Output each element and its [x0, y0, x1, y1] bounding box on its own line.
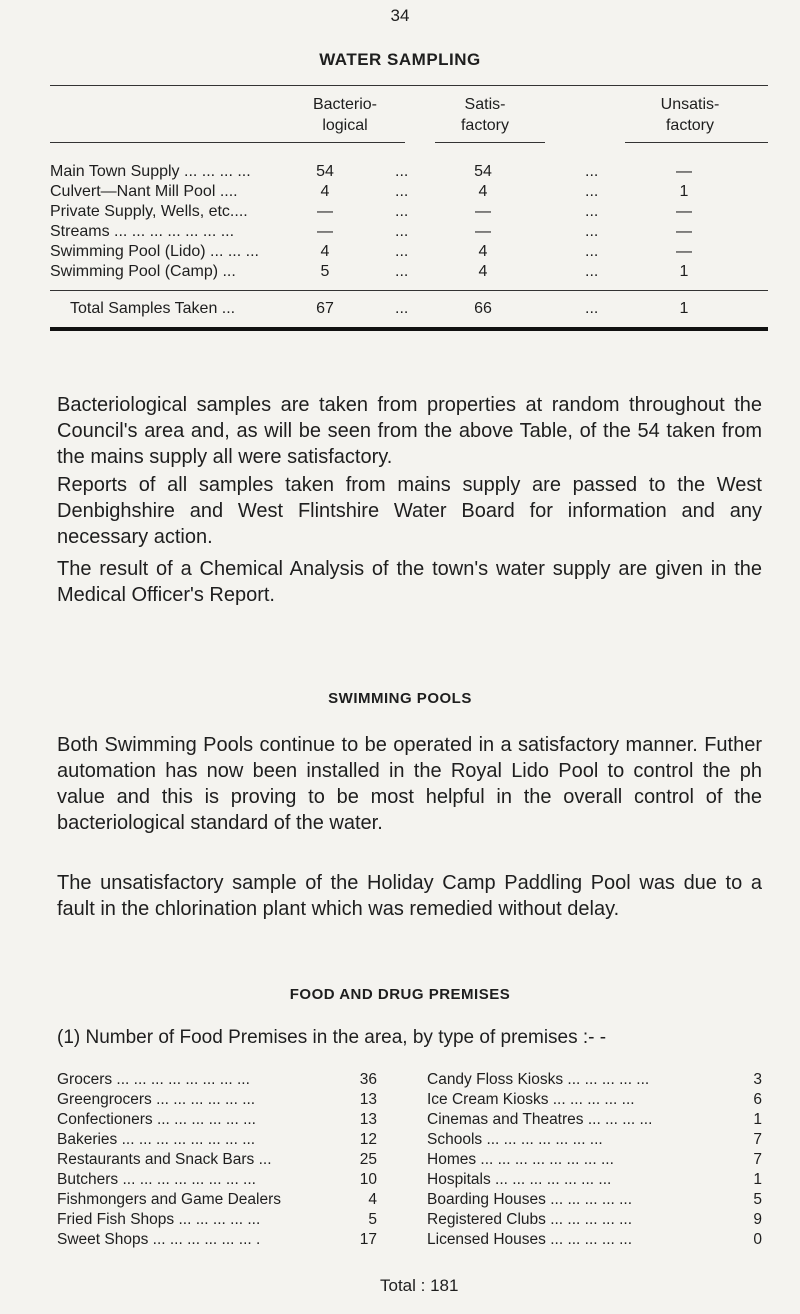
row-bacteriological: —	[317, 203, 333, 220]
page-number: 34	[390, 6, 410, 25]
premises-total	[380, 1276, 458, 1296]
item-count: 36	[359, 1071, 377, 1088]
paragraph-unsatisfactory-sample: The unsatisfactory sample of the Holiday Camp Paddling Pool was due to a fault in the chlorination plant which was remedied without delay.	[57, 872, 762, 920]
row-unsatisfactory: 1	[679, 183, 689, 200]
item-count: 7	[753, 1131, 762, 1148]
list-item	[57, 1090, 377, 1110]
table-row	[50, 242, 768, 262]
list-item	[427, 1110, 762, 1130]
row-leader-dots: ...	[395, 263, 409, 280]
row-leader-dots: ...	[585, 163, 599, 180]
list-item	[57, 1190, 377, 1210]
premises-list-left	[57, 1070, 377, 1250]
item-name: Sweet Shops ... ... ... ... ... ... .	[57, 1231, 261, 1248]
item-name: Fried Fish Shops ... ... ... ... ...	[57, 1211, 261, 1228]
list-item	[427, 1070, 762, 1090]
paragraph-swimming-pools: Both Swimming Pools continue to be operated in a satisfactory manner. Futher automation has now been installed in the Royal Lido Pool to control the ph value and this is proving to be most helpful in the overall control of the bacteriological standard of the water.	[57, 734, 762, 834]
row-unsatisfactory: —	[676, 163, 692, 180]
item-name: Licensed Houses ... ... ... ... ...	[427, 1231, 633, 1248]
item-name: Bakeries ... ... ... ... ... ... ... ...	[57, 1131, 256, 1148]
total-satisfactory: 66	[474, 300, 492, 317]
row-bacteriological: 54	[316, 163, 334, 180]
item-name: Grocers ... ... ... ... ... ... ... ...	[57, 1071, 250, 1088]
row-leader-dots: ...	[395, 243, 409, 260]
swimming-pools-title: SWIMMING POOLS	[328, 690, 472, 707]
item-name: Candy Floss Kiosks ... ... ... ... ...	[427, 1071, 650, 1088]
premises-list-right	[427, 1070, 762, 1250]
row-satisfactory: 4	[478, 183, 488, 200]
paragraph-chemical-analysis: The result of a Chemical Analysis of the town's water supply are given in the Medical Officer's Report.	[57, 558, 762, 606]
item-count: 5	[753, 1191, 762, 1208]
list-item	[57, 1070, 377, 1090]
list-item	[57, 1170, 377, 1190]
item-count: 1	[753, 1111, 762, 1128]
table-row	[50, 262, 768, 282]
row-leader-dots: ...	[395, 223, 409, 240]
table-row	[50, 182, 768, 202]
list-item	[427, 1130, 762, 1150]
item-count: 5	[368, 1211, 377, 1228]
food-premises-lead: (1) Number of Food Premises in the area, by type of premises :- -	[57, 1027, 607, 1048]
item-count: 12	[359, 1131, 377, 1148]
item-count: 1	[753, 1171, 762, 1188]
item-name: Confectioners ... ... ... ... ... ...	[57, 1111, 256, 1128]
paragraph-reports: Reports of all samples taken from mains supply are passed to the West Denbighshire and West Flintshire Water Board for information and any necessary action.	[57, 474, 762, 548]
item-name: Boarding Houses ... ... ... ... ...	[427, 1191, 633, 1208]
row-leader-dots: ...	[395, 203, 409, 220]
list-item	[57, 1230, 377, 1250]
row-leader-dots: ...	[585, 223, 599, 240]
total-row	[50, 291, 768, 327]
row-label: Culvert—Nant Mill Pool ....	[50, 183, 238, 200]
row-label: Swimming Pool (Camp) ...	[50, 263, 236, 280]
list-item	[57, 1130, 377, 1150]
item-name: Registered Clubs ... ... ... ... ...	[427, 1211, 633, 1228]
item-count: 0	[753, 1231, 762, 1248]
row-bacteriological: 5	[320, 263, 330, 280]
row-bacteriological: 4	[320, 243, 330, 260]
item-name: Fishmongers and Game Dealers	[57, 1191, 281, 1208]
row-leader-dots: ...	[395, 183, 409, 200]
row-satisfactory: 4	[478, 263, 488, 280]
item-count: 13	[359, 1091, 377, 1108]
header-satisfactory: Satis- factory	[460, 96, 509, 134]
list-item	[427, 1190, 762, 1210]
row-leader-dots: ...	[585, 263, 599, 280]
row-label: Swimming Pool (Lido) ... ... ...	[50, 243, 259, 260]
header-bacteriological: Bacterio- logical	[312, 96, 378, 134]
row-label: Private Supply, Wells, etc....	[50, 203, 248, 220]
row-leader-dots: ...	[585, 203, 599, 220]
row-label: Streams ... ... ... ... ... ... ...	[50, 223, 235, 240]
header-unsatisfactory: Unsatis- factory	[660, 96, 720, 134]
row-unsatisfactory: —	[676, 203, 692, 220]
table-header	[50, 86, 768, 154]
table-bottom-rule	[50, 327, 768, 331]
row-leader-dots: ...	[395, 163, 409, 180]
premises-total-value: 181	[430, 1276, 459, 1295]
row-leader-dots: ...	[585, 243, 599, 260]
row-satisfactory: 54	[474, 163, 492, 180]
total-label: Total Samples Taken ...	[70, 300, 236, 317]
row-satisfactory: —	[475, 203, 491, 220]
item-count: 9	[753, 1211, 762, 1228]
item-name: Restaurants and Snack Bars ...	[57, 1151, 272, 1168]
item-count: 10	[359, 1171, 377, 1188]
list-item	[427, 1230, 762, 1250]
paragraph-bacteriological-samples: Bacteriological samples are taken from properties at random throughout the Council's area and, as will be seen from the above Table, of the 54 taken from the mains supply all were satisfactory.	[57, 394, 762, 468]
table-row	[50, 202, 768, 222]
item-name: Hospitals ... ... ... ... ... ... ...	[427, 1171, 612, 1188]
food-drug-title: FOOD AND DRUG PREMISES	[289, 986, 511, 1003]
item-count: 13	[359, 1111, 377, 1128]
item-name: Schools ... ... ... ... ... ... ...	[427, 1131, 603, 1148]
table-row	[50, 222, 768, 242]
row-label: Main Town Supply ... ... ... ...	[50, 163, 251, 180]
list-item	[57, 1210, 377, 1230]
total-leader-dots: ...	[395, 300, 409, 317]
header-underline-right	[625, 142, 768, 143]
row-bacteriological: 4	[320, 183, 330, 200]
item-count: 6	[753, 1091, 762, 1108]
header-underline-left	[50, 142, 405, 143]
list-item	[427, 1210, 762, 1230]
list-item	[427, 1170, 762, 1190]
total-leader-dots: ...	[585, 300, 599, 317]
list-item	[427, 1150, 762, 1170]
item-name: Butchers ... ... ... ... ... ... ... ...	[57, 1171, 256, 1188]
item-name: Cinemas and Theatres ... ... ... ...	[427, 1111, 653, 1128]
row-unsatisfactory: —	[676, 223, 692, 240]
item-count: 7	[753, 1151, 762, 1168]
item-name: Ice Cream Kiosks ... ... ... ... ...	[427, 1091, 635, 1108]
row-leader-dots: ...	[585, 183, 599, 200]
row-satisfactory: —	[475, 223, 491, 240]
item-count: 4	[368, 1191, 377, 1208]
row-satisfactory: 4	[478, 243, 488, 260]
row-bacteriological: —	[317, 223, 333, 240]
item-count: 25	[359, 1151, 377, 1168]
item-count: 3	[753, 1071, 762, 1088]
list-item	[427, 1090, 762, 1110]
header-underline-mid	[435, 142, 545, 143]
item-count: 17	[359, 1231, 377, 1248]
list-item	[57, 1110, 377, 1130]
premises-total-label: Total :	[380, 1276, 426, 1295]
list-item	[57, 1150, 377, 1170]
item-name: Greengrocers ... ... ... ... ... ...	[57, 1091, 256, 1108]
water-sampling-title: WATER SAMPLING	[319, 50, 481, 69]
row-unsatisfactory: 1	[679, 263, 689, 280]
total-unsatisfactory: 1	[679, 300, 689, 317]
total-bacteriological: 67	[316, 300, 334, 317]
item-name: Homes ... ... ... ... ... ... ... ...	[427, 1151, 614, 1168]
table-row	[50, 162, 768, 182]
table-body	[50, 154, 768, 290]
water-sampling-table	[50, 85, 768, 331]
row-unsatisfactory: —	[676, 243, 692, 260]
